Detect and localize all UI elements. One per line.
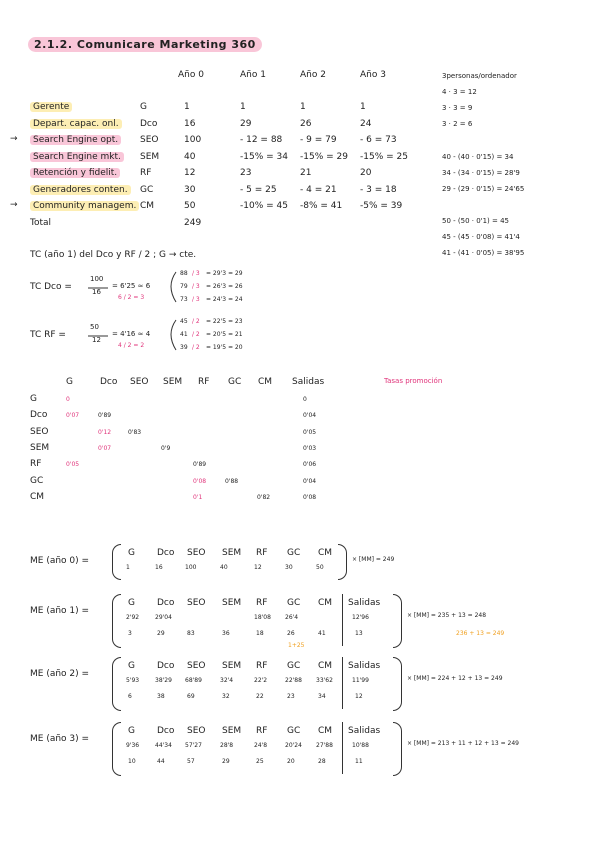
me-col-header: CM bbox=[318, 726, 333, 736]
matrix-cell: 0'03 bbox=[303, 444, 317, 452]
me-value-rounded: 18 bbox=[256, 630, 264, 637]
row-value: 1 bbox=[240, 102, 246, 112]
row-value: 100 bbox=[184, 135, 202, 145]
me-col-header: G bbox=[128, 726, 135, 736]
me-value: 12 bbox=[254, 564, 262, 571]
matrix-row-header: Dco bbox=[30, 410, 48, 421]
me-value-rounded: 38 bbox=[157, 693, 165, 700]
tc_dco-branch-r: = 26'3 ≃ 26 bbox=[206, 283, 243, 290]
tc_dco-label: TC Dco = bbox=[30, 282, 72, 292]
row-label: Generadores conten. bbox=[30, 185, 131, 195]
row-value: 29 bbox=[240, 118, 252, 129]
me-col-header: GC bbox=[287, 548, 301, 558]
row-value: 23 bbox=[240, 168, 252, 178]
matrix-cell: 0'83 bbox=[128, 428, 142, 436]
matrix-row-header: GC bbox=[30, 475, 44, 486]
tc_rf-branch-r: = 20'5 ≃ 21 bbox=[206, 331, 243, 338]
matrix-col-header: GC bbox=[228, 377, 242, 387]
matrix-cell: 0'1 bbox=[193, 493, 203, 501]
row-label: Search Engine mkt. bbox=[30, 152, 124, 162]
me-value: 26'4 bbox=[285, 614, 299, 621]
me-value-rounded: 36 bbox=[222, 630, 230, 637]
tc_dco-result: = 6'25 ≃ 6 bbox=[112, 282, 151, 290]
tc_rf-num: 50 bbox=[90, 323, 99, 331]
tc_dco-note: 6 / 2 = 3 bbox=[118, 294, 145, 301]
me-value: 27'88 bbox=[316, 742, 333, 749]
me-col-header: GC bbox=[287, 661, 301, 671]
matrix-row-header: SEO bbox=[30, 426, 49, 437]
matrix-col-header: SEM bbox=[163, 377, 183, 387]
me-salidas-header: Salidas bbox=[348, 661, 381, 671]
tc_rf-branch-b: / 2 bbox=[192, 331, 200, 338]
row-abbr: GC bbox=[140, 184, 154, 195]
me-value: 57'27 bbox=[185, 742, 202, 749]
row-value: 1 bbox=[300, 102, 306, 112]
tc_dco-branch-b: / 3 bbox=[192, 270, 200, 277]
row-value: 16 bbox=[184, 118, 196, 129]
year-header: Año 2 bbox=[300, 70, 326, 80]
row-value: -5% = 39 bbox=[360, 201, 403, 211]
side-note-line: 41 - (41 · 0'05) = 38'95 bbox=[442, 249, 525, 257]
side-note-line: 29 - (29 · 0'15) = 24'65 bbox=[442, 185, 525, 193]
tc_rf-branch-b: / 2 bbox=[192, 344, 200, 351]
me-label: ME (año 0) = bbox=[30, 556, 90, 566]
me-value: 30 bbox=[285, 564, 293, 571]
side-note-line: 4 · 3 = 12 bbox=[442, 88, 477, 96]
row-label: Total bbox=[30, 217, 52, 228]
row-value: 30 bbox=[184, 184, 196, 195]
tc_rf-note: 4 / 2 = 2 bbox=[118, 342, 145, 349]
tc_dco-branch-b: / 3 bbox=[192, 296, 200, 303]
row-value: -8% = 41 bbox=[300, 201, 343, 211]
me-col-header: Dco bbox=[157, 661, 175, 671]
matrix-cell: 0'12 bbox=[98, 428, 112, 436]
year-header: Año 3 bbox=[360, 70, 386, 80]
matrix-col-header: Salidas bbox=[292, 377, 325, 387]
me-value: 22'2 bbox=[254, 677, 268, 684]
row-abbr: Dco bbox=[140, 118, 158, 129]
me-value-rounded: 10 bbox=[128, 758, 136, 765]
me-value: 20'24 bbox=[285, 742, 302, 749]
side-note-line: 40 - (40 · 0'15) = 34 bbox=[442, 153, 514, 161]
me-value-rounded: 29 bbox=[157, 630, 165, 637]
page-title: 2.1.2. Comunicare Marketing 360 bbox=[28, 37, 262, 52]
tc_dco-branch-a: 79 bbox=[180, 283, 188, 290]
me-col-header: RF bbox=[256, 661, 268, 671]
row-value: 12 bbox=[184, 168, 196, 178]
tc_dco-branch-r: = 24'3 ≃ 24 bbox=[206, 296, 243, 303]
me-col-header: G bbox=[128, 598, 135, 608]
matrix-cell: 0'05 bbox=[66, 461, 80, 469]
side-note-line: 34 - (34 · 0'15) = 28'9 bbox=[442, 169, 520, 177]
tc_dco-branch-a: 88 bbox=[180, 270, 188, 277]
me-salidas-v2: 12 bbox=[355, 693, 363, 700]
side-notes-heading: 3personas/ordenador bbox=[442, 72, 517, 80]
tc_dco-branch-b: / 3 bbox=[192, 283, 200, 290]
me-salidas-v2: 13 bbox=[355, 630, 363, 637]
matrix-cell: 0'07 bbox=[98, 444, 112, 452]
matrix-cell: 0'82 bbox=[257, 493, 271, 501]
tc_dco-num: 100 bbox=[90, 275, 104, 283]
me-result: × [MM] = 224 + 12 + 13 = 249 bbox=[407, 675, 503, 682]
matrix-cell: 0'04 bbox=[303, 477, 317, 485]
matrix-col-header: SEO bbox=[130, 377, 149, 387]
me-col-header: G bbox=[128, 548, 135, 558]
me-gc-note: 1+25 bbox=[288, 642, 305, 649]
me-value: 22'88 bbox=[285, 677, 302, 684]
me-value: 18'08 bbox=[254, 614, 271, 621]
me-value-rounded: 57 bbox=[187, 758, 195, 765]
row-arrow-icon: → bbox=[10, 134, 18, 144]
me-value-rounded: 20 bbox=[287, 758, 295, 765]
me-value: 24'8 bbox=[254, 742, 268, 749]
me-value: 29'04 bbox=[155, 614, 172, 621]
row-value: 40 bbox=[184, 151, 196, 162]
matrix-cell: 0'07 bbox=[66, 412, 80, 420]
me-value-rounded: 6 bbox=[128, 693, 132, 700]
me-col-header: Dco bbox=[157, 598, 175, 608]
tc_rf-label: TC RF = bbox=[30, 330, 66, 340]
tc_rf-den: 12 bbox=[92, 336, 101, 344]
row-value: - 5 = 25 bbox=[240, 184, 277, 195]
year-header: Año 1 bbox=[240, 70, 266, 80]
me-value-rounded: 28 bbox=[318, 758, 326, 765]
row-label: Depart. capac. onl. bbox=[30, 119, 122, 129]
row-abbr: SEO bbox=[140, 135, 159, 145]
row-value: 249 bbox=[184, 217, 202, 228]
matrix-cell: 0'08 bbox=[303, 493, 317, 501]
me-value: 38'29 bbox=[155, 677, 172, 684]
me-col-header: G bbox=[128, 661, 135, 671]
matrix-cell: 0'88 bbox=[225, 477, 239, 485]
me-value: 100 bbox=[185, 564, 197, 571]
me-result: × [MM] = 249 bbox=[352, 556, 395, 563]
me-col-header: SEM bbox=[222, 726, 242, 736]
side-note-line: 3 · 3 = 9 bbox=[442, 104, 473, 112]
row-label: Community managem. bbox=[30, 201, 139, 211]
matrix-row-header: G bbox=[30, 394, 37, 404]
me-value: 28'8 bbox=[220, 742, 234, 749]
matrix-cell: 0'05 bbox=[303, 428, 317, 436]
row-abbr: SEM bbox=[140, 151, 160, 162]
row-value: -15% = 34 bbox=[240, 151, 288, 162]
me-value-rounded: 29 bbox=[222, 758, 230, 765]
me-value-rounded: 69 bbox=[187, 693, 195, 700]
matrix-cell: 0'89 bbox=[98, 412, 112, 420]
row-value: 26 bbox=[300, 118, 312, 129]
matrix-cell: 0'06 bbox=[303, 461, 317, 469]
me-salidas-v1: 10'88 bbox=[352, 742, 369, 749]
me-value: 33'62 bbox=[316, 677, 333, 684]
matrix-cell: 0'04 bbox=[303, 412, 317, 420]
matrix-cell: 0'89 bbox=[193, 461, 207, 469]
me-label: ME (año 1) = bbox=[30, 606, 90, 616]
me-salidas-v1: 12'96 bbox=[352, 614, 369, 621]
tc_rf-branch-r: = 19'5 ≃ 20 bbox=[206, 344, 243, 351]
row-arrow-icon: → bbox=[10, 200, 18, 210]
side-note-line: 45 - (45 · 0'08) = 41'4 bbox=[442, 233, 520, 241]
me-value: 5'93 bbox=[126, 677, 140, 684]
me-value: 1 bbox=[126, 564, 130, 571]
me-value-rounded: 44 bbox=[157, 758, 165, 765]
side-note-line: 50 - (50 · 0'1) = 45 bbox=[442, 217, 509, 225]
me-result-extra: 236 + 13 = 249 bbox=[456, 630, 505, 637]
matrix-caption: Tasas promoción bbox=[384, 377, 443, 385]
me-col-header: SEM bbox=[222, 598, 242, 608]
me-col-header: SEO bbox=[187, 548, 206, 558]
me-col-header: SEO bbox=[187, 726, 206, 736]
tc_rf-branch-a: 39 bbox=[180, 344, 188, 351]
matrix-cell: 0'08 bbox=[193, 477, 207, 485]
me-value-rounded: 3 bbox=[128, 630, 132, 637]
me-value-rounded: 32 bbox=[222, 693, 230, 700]
year-header: Año 0 bbox=[178, 70, 204, 80]
row-value: - 9 = 79 bbox=[300, 135, 337, 145]
tc_rf-result: = 4'16 ≃ 4 bbox=[112, 330, 151, 338]
matrix-col-header: Dco bbox=[100, 377, 118, 387]
me-label: ME (año 3) = bbox=[30, 734, 90, 744]
row-value: -15% = 29 bbox=[300, 151, 348, 162]
row-value: -10% = 45 bbox=[240, 201, 288, 211]
me-col-header: SEM bbox=[222, 661, 242, 671]
me-col-header: SEO bbox=[187, 661, 206, 671]
me-salidas-v1: 11'99 bbox=[352, 677, 369, 684]
row-value: 20 bbox=[360, 168, 372, 178]
row-value: 50 bbox=[184, 201, 196, 211]
me-col-header: RF bbox=[256, 598, 268, 608]
me-salidas-header: Salidas bbox=[348, 726, 381, 736]
me-col-header: GC bbox=[287, 598, 301, 608]
tc_dco-den: 16 bbox=[92, 288, 101, 296]
me-value: 2'92 bbox=[126, 614, 140, 621]
me-value-rounded: 22 bbox=[256, 693, 264, 700]
tc_dco-branch-a: 73 bbox=[180, 296, 188, 303]
row-abbr: G bbox=[140, 102, 147, 112]
side-note-line: 3 · 2 = 6 bbox=[442, 120, 473, 128]
me-value: 40 bbox=[220, 564, 228, 571]
me-label: ME (año 2) = bbox=[30, 669, 90, 679]
me-col-header: CM bbox=[318, 661, 333, 671]
row-value: - 12 = 88 bbox=[240, 135, 283, 145]
matrix-row-header: RF bbox=[30, 459, 42, 470]
row-label: Search Engine opt. bbox=[30, 135, 121, 145]
me-col-header: SEM bbox=[222, 548, 242, 558]
me-value-rounded: 41 bbox=[318, 630, 326, 637]
matrix-row-header: CM bbox=[30, 491, 45, 502]
row-value: - 3 = 18 bbox=[360, 184, 397, 195]
me-value: 68'89 bbox=[185, 677, 202, 684]
me-col-header: GC bbox=[287, 726, 301, 736]
me-value-rounded: 23 bbox=[287, 693, 295, 700]
row-value: 1 bbox=[360, 102, 366, 112]
tc_dco-branch-r: = 29'3 ≃ 29 bbox=[206, 270, 243, 277]
me-salidas-v2: 11 bbox=[355, 758, 363, 765]
me-value-rounded: 34 bbox=[318, 693, 326, 700]
row-abbr: RF bbox=[140, 168, 152, 178]
me-col-header: Dco bbox=[157, 548, 175, 558]
row-label: Retención y fidelit. bbox=[30, 168, 120, 178]
row-value: 21 bbox=[300, 168, 312, 178]
me-value: 9'36 bbox=[126, 742, 140, 749]
me-value: 50 bbox=[316, 564, 324, 571]
matrix-cell: 0'9 bbox=[161, 444, 171, 452]
me-col-header: CM bbox=[318, 548, 333, 558]
tc-intro: TC (año 1) del Dco y RF / 2 ; G → cte. bbox=[30, 250, 197, 260]
me-col-header: SEO bbox=[187, 598, 206, 608]
me-value-rounded: 25 bbox=[256, 758, 264, 765]
me-col-header: RF bbox=[256, 548, 268, 558]
me-col-header: CM bbox=[318, 598, 333, 608]
me-value-rounded: 26 bbox=[287, 630, 295, 637]
tc_rf-branch-a: 41 bbox=[180, 331, 188, 338]
me-value: 32'4 bbox=[220, 677, 234, 684]
row-value: 24 bbox=[360, 118, 372, 129]
me-value: 16 bbox=[155, 564, 163, 571]
matrix-col-header: CM bbox=[258, 377, 273, 387]
me-col-header: Dco bbox=[157, 726, 175, 736]
matrix-cell: 0 bbox=[66, 396, 70, 403]
row-abbr: CM bbox=[140, 201, 155, 211]
tc_rf-branch-a: 45 bbox=[180, 318, 188, 325]
row-value: - 4 = 21 bbox=[300, 184, 337, 195]
row-value: -15% = 25 bbox=[360, 151, 408, 162]
row-label: Gerente bbox=[30, 102, 72, 112]
matrix-col-header: G bbox=[66, 377, 73, 387]
matrix-row-header: SEM bbox=[30, 442, 50, 453]
row-value: 1 bbox=[184, 102, 190, 112]
tc_rf-branch-b: / 2 bbox=[192, 318, 200, 325]
me-value-rounded: 83 bbox=[187, 630, 195, 637]
me-result: × [MM] = 213 + 11 + 12 + 13 = 249 bbox=[407, 740, 519, 747]
me-salidas-header: Salidas bbox=[348, 598, 381, 608]
tc_rf-branch-r: = 22'5 ≃ 23 bbox=[206, 318, 243, 325]
me-value: 44'34 bbox=[155, 742, 172, 749]
matrix-col-header: RF bbox=[198, 377, 210, 387]
row-value: - 6 = 73 bbox=[360, 135, 397, 145]
matrix-cell: 0 bbox=[303, 396, 307, 403]
me-col-header: RF bbox=[256, 726, 268, 736]
me-result: × [MM] = 235 + 13 = 248 bbox=[407, 612, 487, 619]
